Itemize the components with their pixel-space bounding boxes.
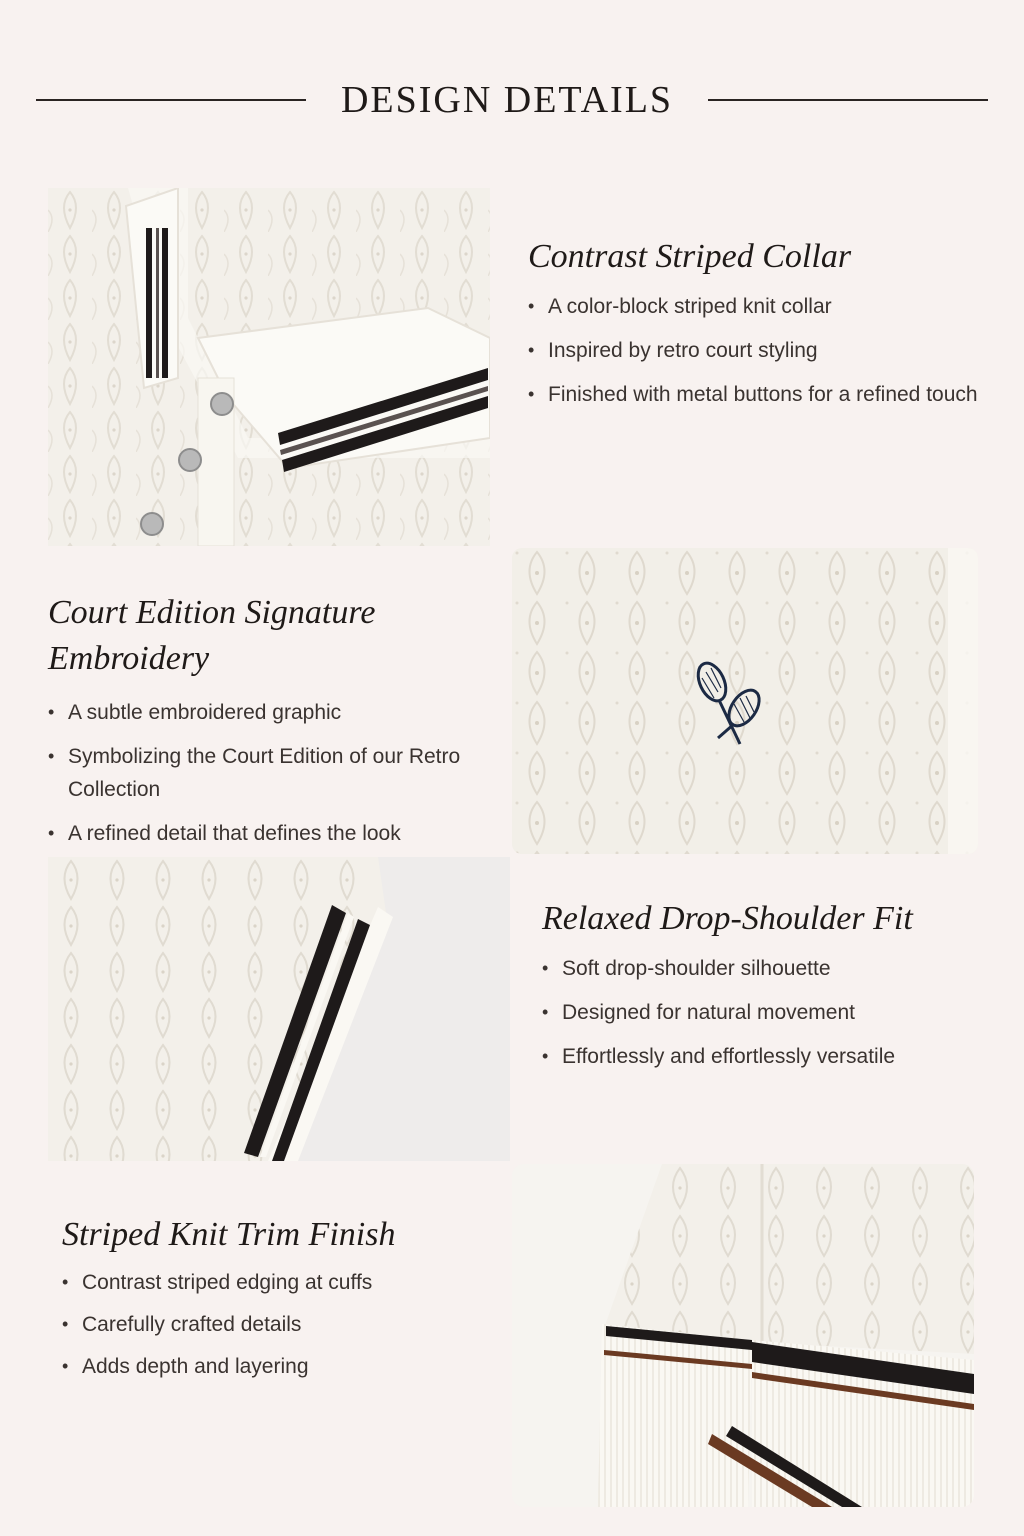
collar-photo bbox=[48, 188, 490, 546]
bullet-dot-icon: • bbox=[48, 823, 55, 843]
bullet-list bbox=[528, 290, 988, 411]
list-item: • A subtle embroidered graphic bbox=[48, 696, 498, 729]
bullet-dot-icon: • bbox=[528, 384, 535, 404]
bullet-list bbox=[62, 1266, 502, 1383]
list-item: • Carefully crafted details bbox=[62, 1308, 502, 1341]
header-rule-right bbox=[708, 99, 988, 101]
list-item: • Contrast striped edging at cuffs bbox=[62, 1266, 502, 1299]
list-item: • Effortlessly and effortlessly versatile bbox=[542, 1040, 1002, 1073]
section-court-edition-embroidery bbox=[48, 590, 498, 861]
list-item: • Soft drop-shoulder silhouette bbox=[542, 952, 1002, 985]
bullet-dot-icon: • bbox=[542, 958, 549, 978]
section-striped-knit-trim-finish bbox=[62, 1212, 502, 1392]
bullet-dot-icon: • bbox=[48, 746, 55, 766]
section-contrast-striped-collar bbox=[528, 234, 988, 422]
knit-trim-photo bbox=[512, 1164, 974, 1507]
list-item: • Designed for natural movement bbox=[542, 996, 1002, 1029]
embroidery-photo bbox=[512, 548, 978, 854]
section-title: Court Edition Signature Embroidery bbox=[48, 594, 376, 677]
section-relaxed-drop-shoulder-fit bbox=[542, 896, 1002, 1084]
bullet-dot-icon: • bbox=[542, 1046, 549, 1066]
drop-shoulder-photo bbox=[48, 857, 510, 1161]
bullet-list bbox=[48, 696, 498, 850]
bullet-dot-icon: • bbox=[528, 340, 535, 360]
section-title: Striped Knit Trim Finish bbox=[62, 1216, 396, 1253]
list-item: • Symbolizing the Court Edition of our Retro Collection bbox=[48, 740, 498, 806]
bullet-list bbox=[542, 952, 1002, 1073]
header-rule-left bbox=[36, 99, 306, 101]
bullet-dot-icon: • bbox=[48, 702, 55, 722]
list-item: • A refined detail that defines the look bbox=[48, 817, 498, 850]
bullet-dot-icon: • bbox=[62, 1314, 69, 1334]
list-item: • Finished with metal buttons for a refined touch bbox=[528, 378, 988, 411]
bullet-dot-icon: • bbox=[62, 1356, 69, 1376]
bullet-dot-icon: • bbox=[62, 1272, 69, 1292]
header bbox=[0, 72, 1024, 128]
section-title: Relaxed Drop-Shoulder Fit bbox=[542, 900, 913, 937]
bullet-dot-icon: • bbox=[542, 1002, 549, 1022]
section-title: Contrast Striped Collar bbox=[528, 238, 852, 275]
list-item: • Adds depth and layering bbox=[62, 1350, 502, 1383]
list-item: • A color-block striped knit collar bbox=[528, 290, 988, 323]
page-title: DESIGN DETAILS bbox=[340, 79, 674, 121]
bullet-dot-icon: • bbox=[528, 296, 535, 316]
list-item: • Inspired by retro court styling bbox=[528, 334, 988, 367]
